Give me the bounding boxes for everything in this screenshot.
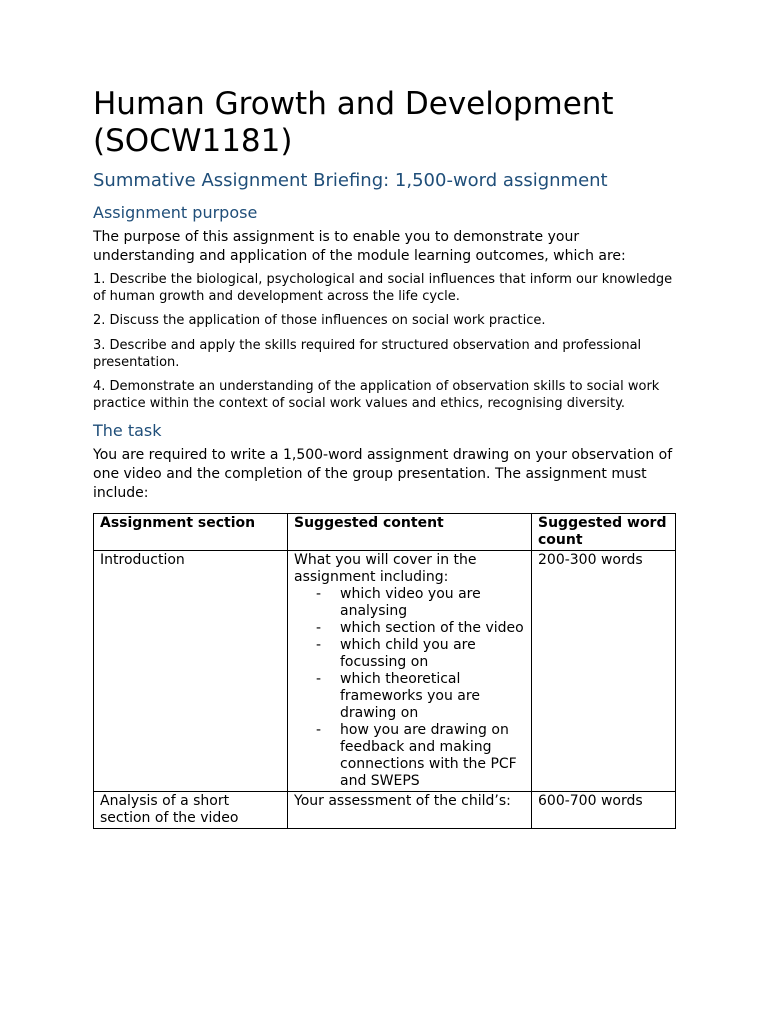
document-page: [93, 86, 675, 829]
task-intro: You are required to write a 1,500-word assignment drawing on your observation of one video and the completion of the group presentation. The assignment must include:: [93, 447, 673, 501]
assignment-structure-table: [93, 513, 676, 829]
content-cell: Your assessment of the child’s:: [288, 792, 532, 829]
content-intro: What you will cover in the assignment including:: [294, 552, 477, 586]
content-bullet-text: which child you are focussing on: [340, 637, 476, 671]
purpose-heading: Assignment purpose: [93, 203, 258, 222]
learning-outcome-item: 2. Discuss the application of those influences on social work practice.: [93, 313, 546, 329]
bullet-marker: -: [316, 671, 322, 688]
table-row: [94, 792, 676, 829]
learning-outcome-item: 1. Describe the biological, psychological and social influences that inform our knowledge of human growth and development across the life cycle.: [93, 272, 673, 304]
content-bullet: [294, 620, 525, 637]
column-header-content: Suggested content: [288, 514, 532, 551]
section-cell: Introduction: [94, 551, 288, 792]
section-cell: Analysis of a short section of the video: [94, 792, 288, 829]
content-bullet-text: which section of the video: [340, 620, 524, 637]
content-bullet: [294, 671, 525, 722]
content-cell: [288, 551, 532, 792]
table-row: [94, 551, 676, 792]
content-bullet-list: [294, 586, 525, 790]
bullet-marker: -: [316, 722, 322, 739]
content-bullet: [294, 586, 525, 620]
bullet-marker: -: [316, 586, 322, 603]
document-title: Human Growth and Development (SOCW1181): [93, 86, 614, 159]
document-subtitle: Summative Assignment Briefing: 1,500-word assignment: [93, 170, 608, 191]
column-header-word-count: Suggested word count: [532, 514, 676, 551]
word-count-cell: 600-700 words: [532, 792, 676, 829]
content-bullet: [294, 637, 525, 671]
table-header-row: [94, 514, 676, 551]
content-bullet-text: how you are drawing on feedback and making connections with the PCF and SWEPS: [340, 722, 517, 790]
column-header-section: Assignment section: [94, 514, 288, 551]
content-bullet: [294, 722, 525, 790]
word-count-cell: 200-300 words: [532, 551, 676, 792]
content-bullet-text: which video you are analysing: [340, 586, 481, 620]
learning-outcomes-list: [93, 272, 675, 412]
content-bullet-text: which theoretical frameworks you are drawing on: [340, 671, 480, 722]
learning-outcome-item: 4. Demonstrate an understanding of the application of observation skills to social work practice within the context of social work values and ethics, recognising diversity.: [93, 379, 660, 411]
bullet-marker: -: [316, 637, 322, 654]
learning-outcome-item: 3. Describe and apply the skills required for structured observation and professional presentation.: [93, 337, 642, 370]
purpose-intro: The purpose of this assignment is to enable you to demonstrate your understanding and application of the module learning outcomes, which are:: [93, 229, 626, 264]
bullet-marker: -: [316, 620, 322, 637]
task-heading: The task: [93, 421, 162, 441]
